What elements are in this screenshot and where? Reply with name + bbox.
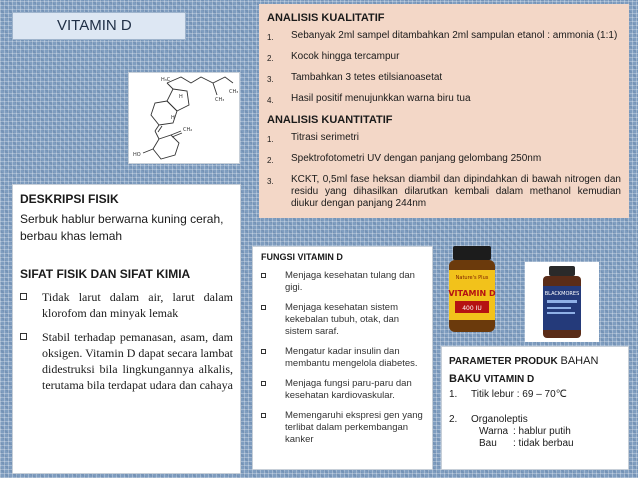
kualitatif-item: 2. Kocok hingga tercampur [267, 51, 400, 63]
fungsi-item: Menjaga fungsi paru-paru dan kesehatan kardiovaskular. [261, 378, 424, 402]
square-bullet-icon [261, 346, 285, 370]
ring-a [153, 135, 179, 159]
sifat-item: Tidak larut dalam air, larut dalam klorofom dan minyak lemak [20, 289, 233, 321]
fungsi-panel [252, 246, 433, 470]
label-h-mid: H [171, 115, 175, 121]
square-bullet-icon [261, 302, 285, 338]
kualitatif-item: 3. Tambahkan 3 tetes etilsianoasetat [267, 72, 443, 84]
analysis-panel [259, 4, 629, 218]
label-h3c: H₃C [161, 77, 171, 83]
deskripsi-text: Serbuk hablur berwarna kuning cerah, berbau khas lemah [20, 212, 224, 243]
label-ch2: CH₂ [183, 127, 193, 133]
parameter-heading: PARAMETER PRODUK BAHAN [449, 355, 599, 367]
square-bullet-icon [261, 270, 285, 294]
kuantitatif-item: 1. Titrasi serimetri [267, 132, 359, 144]
description-panel [12, 184, 241, 474]
kualitatif-heading: ANALISIS KUALITATIF [267, 12, 385, 24]
title-box [12, 12, 186, 40]
parameter-item: 2. Organoleptis [449, 414, 528, 425]
fungsi-item: Memengaruhi ekspresi gen yang terlibat dalam perkembangan kanker [261, 410, 424, 446]
fungsi-item: Mengatur kadar insulin dan membantu mengelola diabetes. [261, 346, 424, 370]
product-image-blackmores [525, 262, 599, 342]
label-ch3-mid: CH₃ [215, 97, 225, 103]
parameter-item: 1. Titik lebur : 69 – 70℃ [449, 389, 567, 400]
square-bullet-icon [261, 378, 285, 402]
kualitatif-item: 4. Hasil positif menujunkkan warna biru tua [267, 93, 471, 105]
kualitatif-item: 1. Sebanyak 2ml sampel ditambahkan 2ml sampulan etanol : ammonia (1:1) [267, 30, 618, 42]
fungsi-heading: FUNGSI VITAMIN D [261, 252, 343, 262]
organoleptis-row: Bau : tidak berbau [479, 438, 574, 449]
chemical-structure [128, 72, 240, 164]
square-bullet-icon [20, 329, 42, 393]
side-chain [167, 77, 233, 83]
fungsi-item: Menjaga kesehatan tulang dan gigi. [261, 270, 424, 294]
square-bullet-icon [20, 289, 42, 321]
bottle-cap [549, 266, 575, 276]
sifat-heading: SIFAT FISIK DAN SIFAT KIMIA [20, 267, 191, 281]
ring-d [167, 89, 189, 111]
label-ho: HO [133, 152, 141, 158]
vitamin-d-structure-drawing [129, 73, 239, 163]
parameter-panel [441, 346, 629, 470]
deskripsi-heading: DESKRIPSI FISIK [20, 192, 119, 206]
label-text: VITAMIN D [448, 289, 496, 298]
organoleptis-row: Warna : hablur putih [479, 426, 571, 437]
parameter-subheading: BAKU VITAMIN D [449, 373, 535, 385]
kuantitatif-heading: ANALISIS KUANTITATIF [267, 114, 393, 126]
ring-c [151, 101, 177, 125]
square-bullet-icon [261, 410, 285, 446]
kuantitatif-item: 2. Spektrofotometri UV dengan panjang gelombang 250nm [267, 153, 542, 165]
brand-text: BLACKMORES [544, 291, 580, 297]
label-h-top: H [179, 94, 183, 100]
sifat-item: Stabil terhadap pemanasan, asam, dam oksigen. Vitamin D dapat secara lambat didestruksi bila lingkungannya alkalis, terutama bila terdapat udara dan cahaya [20, 329, 233, 393]
brand-text: Nature's Plus [455, 275, 489, 281]
product-image-natures-plus [445, 244, 499, 334]
label-ch3-right: CH₃ [229, 89, 239, 95]
fungsi-item: Menjaga kesehatan sistem kekebalan tubuh, otak, dan sistem saraf. [261, 302, 424, 338]
side-chain-branch [213, 83, 217, 95]
bottle-cap [453, 246, 491, 260]
page-title: VITAMIN D [57, 17, 132, 34]
kuantitatif-item: 3. KCKT, 0,5ml fase heksan diambil dan dipindahkan di bawah nitrogen dan residu yang dihasilkan dilarutkan kembali dalam methanol kemudian diukur dengan panjang 244nm [267, 174, 621, 209]
dose-text: 400 IU [462, 305, 482, 312]
